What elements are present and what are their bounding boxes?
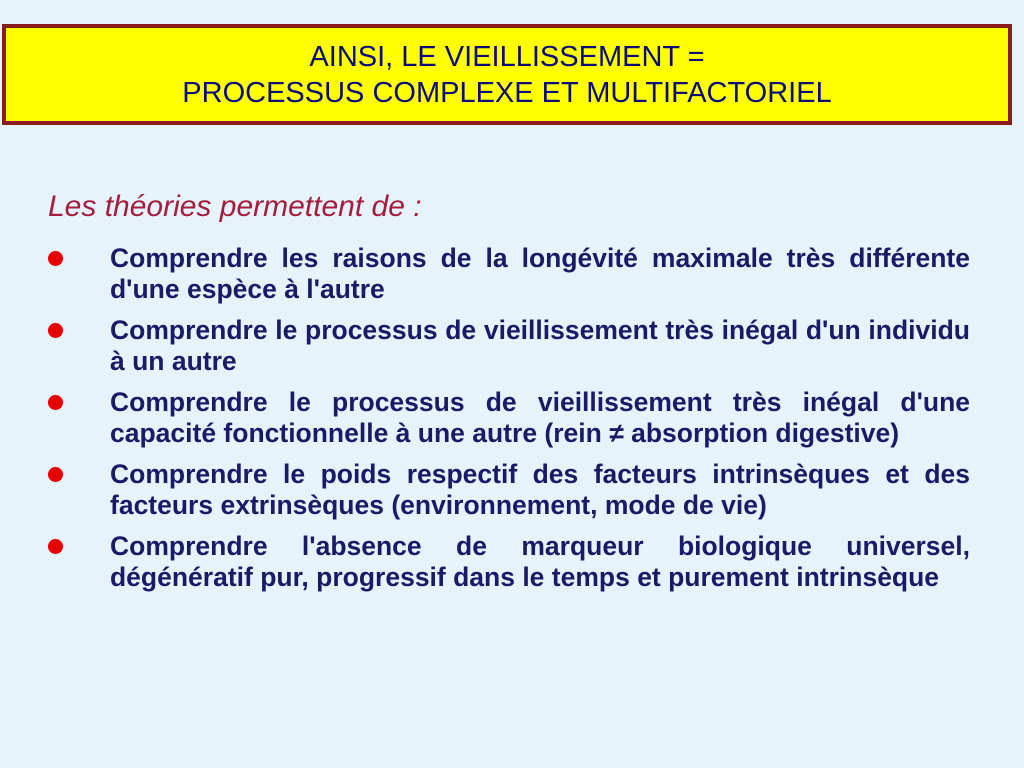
bullet-list (40, 243, 970, 603)
bullet-dot-icon (48, 539, 63, 554)
bullet-dot-icon (48, 323, 63, 338)
bullet-item (40, 531, 970, 593)
slide-title-box (2, 24, 1012, 125)
slide-title-line-1: AINSI, LE VIEILLISSEMENT = (309, 40, 705, 73)
bullet-dot-icon (48, 251, 63, 266)
bullet-text: Comprendre le processus de vieillissement très inégal d'une capacité fonctionnelle à une autre (rein ≠ absorption digestive) (110, 387, 970, 448)
slide-title-line-2: PROCESSUS COMPLEXE ET MULTIFACTORIEL (182, 76, 832, 109)
bullet-item (40, 315, 970, 377)
bullet-item (40, 459, 970, 521)
bullet-item (40, 387, 970, 449)
bullet-text: Comprendre le processus de vieillissement très inégal d'un individu à un autre (110, 315, 970, 376)
bullet-text: Comprendre les raisons de la longévité maximale très différente d'une espèce à l'autre (110, 243, 970, 304)
bullet-text: Comprendre le poids respectif des facteurs intrinsèques et des facteurs extrinsèques (environnement, mode de vie) (110, 459, 970, 520)
bullet-text: Comprendre l'absence de marqueur biologique universel, dégénératif pur, progressif dans le temps et purement intrinsèque (110, 531, 970, 592)
bullet-item (40, 243, 970, 305)
intro-heading: Les théories permettent de : (48, 190, 422, 223)
bullet-dot-icon (48, 395, 63, 410)
bullet-dot-icon (48, 467, 63, 482)
